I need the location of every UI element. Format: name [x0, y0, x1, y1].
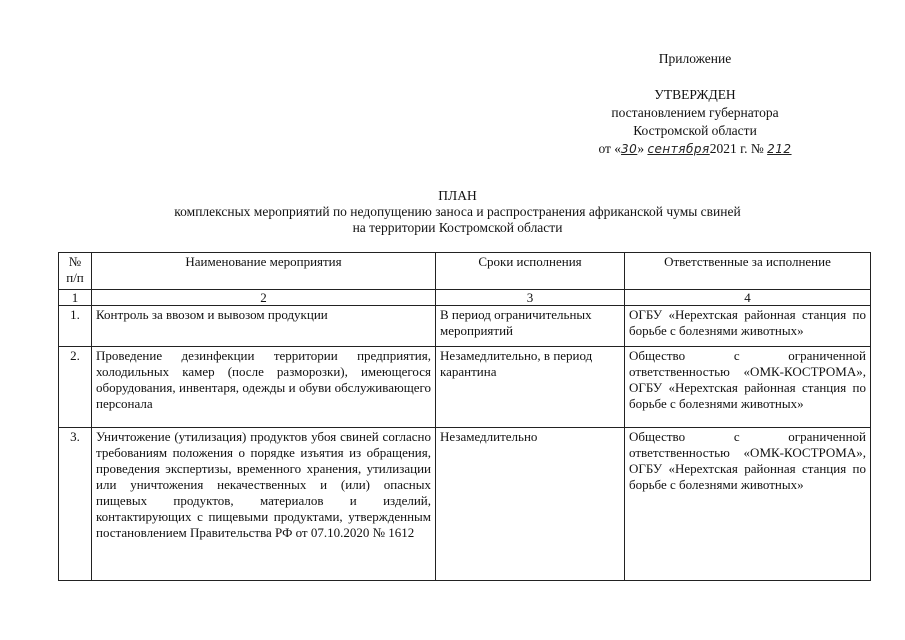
plan-title-line-2: комплексных мероприятий по недопущению заноса и распространения африканской чумы свиней [174, 204, 741, 219]
row-number: 2. [59, 347, 92, 428]
date-mid: » [637, 141, 645, 156]
column-number-row [59, 290, 871, 306]
approved-by-line-1: постановлением губернатора [611, 105, 779, 120]
table-header-row [59, 253, 871, 290]
date-month: сентября [647, 142, 710, 156]
measure-responsible: ОГБУ «Нерехтская районная станция по борьбе с болезнями животных» [625, 306, 871, 347]
measure-responsible: Общество с ограниченной ответственностью «ОМК-КОСТРОМА», ОГБУ «Нерехтская районная станция по борьбе с болезнями животных» [625, 428, 871, 581]
column-header-name: Наименование мероприятия [92, 253, 436, 290]
plan-title [0, 188, 905, 236]
plan-title-line-3: на территории Костромской области [352, 220, 563, 235]
column-number: 3 [436, 290, 625, 306]
column-number: 4 [625, 290, 871, 306]
measure-name: Проведение дезинфекции территории предприятия, холодильных камер (после разморозки), имеющегося оборудования, инвентаря, одежды и обуви обслуживающего персонала [92, 347, 436, 428]
table-row [59, 428, 871, 581]
plan-table [58, 252, 871, 581]
approved-by-line-2: Костромской области [633, 123, 757, 138]
approval-header [580, 50, 810, 158]
column-header-number: № п/п [59, 253, 92, 290]
plan-title-line-1: ПЛАН [438, 188, 477, 203]
column-number: 2 [92, 290, 436, 306]
column-number: 1 [59, 290, 92, 306]
column-header-term: Сроки исполнения [436, 253, 625, 290]
table-row [59, 347, 871, 428]
table-row [59, 306, 871, 347]
approval-date-line [580, 140, 810, 158]
row-number: 1. [59, 306, 92, 347]
measure-name: Контроль за ввозом и вывозом продукции [92, 306, 436, 347]
approved-label: УТВЕРЖДЕН [654, 87, 736, 102]
measure-responsible: Общество с ограниченной ответственностью «ОМК-КОСТРОМА», ОГБУ «Нерехтская районная станция по борьбе с болезнями животных» [625, 347, 871, 428]
measure-term: Незамедлительно, в период карантина [436, 347, 625, 428]
measure-term: В период ограничительных мероприятий [436, 306, 625, 347]
row-number: 3. [59, 428, 92, 581]
appendix-label: Приложение [658, 51, 732, 66]
document-number: 212 [767, 142, 792, 156]
measure-name: Уничтожение (утилизация) продуктов убоя свиней согласно требованиям положения о порядке изъятия из обращения, проведения экспертизы, временного хранения, утилизации или уничтожения некачественных и (или) опасных пищевых продуктов, материалов и изделий, контактирующих с пищевыми продуктами, утвержденным постановлением Правительства РФ от 07.10.2020 № 1612 [92, 428, 436, 581]
measure-term: Незамедлительно [436, 428, 625, 581]
date-prefix: от « [598, 141, 622, 156]
date-day: 30 [621, 142, 638, 156]
column-header-responsible: Ответственные за исполнение [625, 253, 871, 290]
date-year: 2021 г. № [709, 141, 764, 156]
